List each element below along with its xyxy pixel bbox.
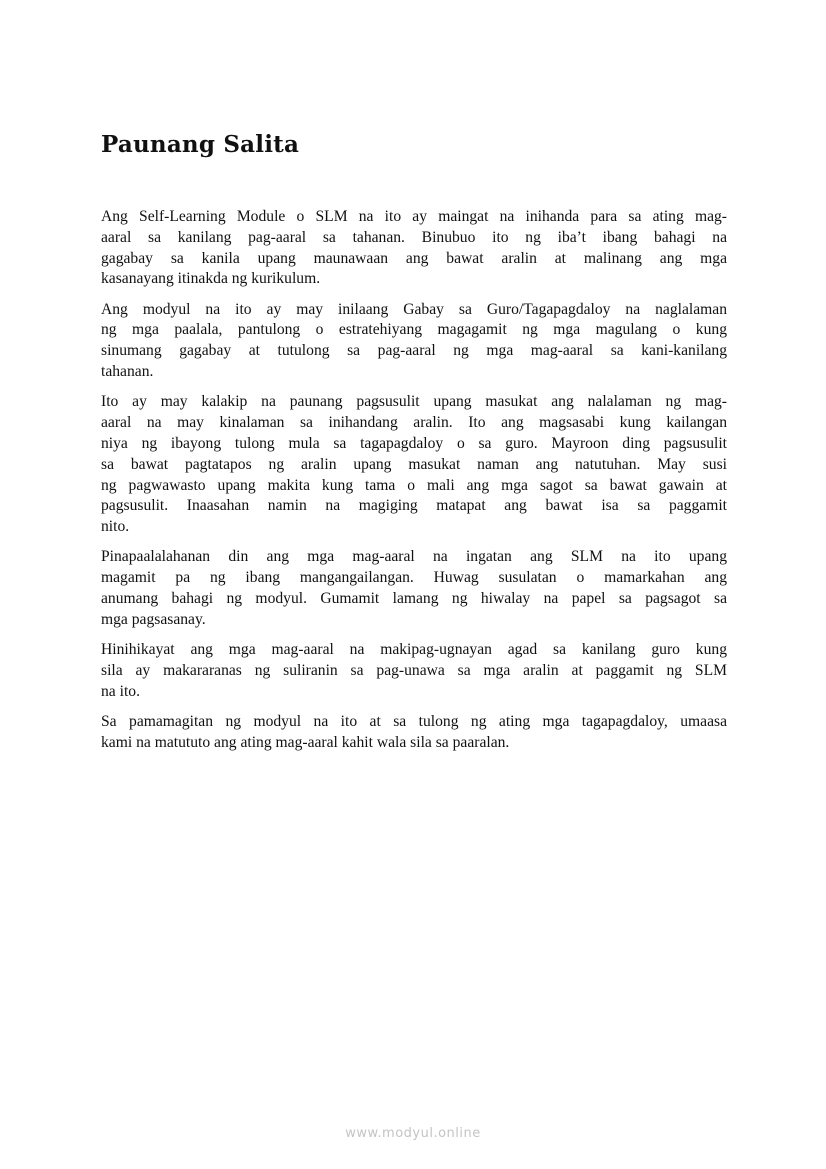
paragraph-line: nito. bbox=[101, 518, 130, 536]
paragraph bbox=[101, 547, 727, 630]
paragraph-line: Ito ay may kalakip na paunang pagsusulit upang masukat ang nalalaman ng mag- bbox=[101, 393, 727, 411]
paragraph-line: sa bawat pagtatapos ng aralin upang masukat naman ang natutuhan. May susi bbox=[101, 455, 727, 473]
paragraph-line: Sa pamamagitan ng modyul na ito at sa tulong ng ating mga tagapagdaloy, umaasa bbox=[101, 713, 727, 731]
paragraph-line: magamit pa ng ibang mangangailangan. Huwag susulatan o mamarkahan ang bbox=[101, 569, 727, 587]
paragraph-line: mga pagsasanay. bbox=[101, 610, 206, 628]
paragraph-line: na ito. bbox=[101, 682, 140, 700]
paragraph-line: pagsusulit. Inaasahan namin na magiging matapat ang bawat isa sa paggamit bbox=[101, 497, 727, 515]
paragraph bbox=[101, 300, 727, 383]
paragraph-line: Pinapaalalahanan din ang mga mag-aaral na ingatan ang SLM na ito upang bbox=[101, 548, 727, 566]
paragraph-line: Ang Self-Learning Module o SLM na ito ay maingat na inihanda para sa ating mag- bbox=[101, 208, 727, 225]
paragraph bbox=[101, 207, 727, 290]
watermark: www.modyul.online bbox=[345, 1126, 481, 1141]
paragraph-line: tahanan. bbox=[101, 363, 154, 381]
paragraph-line: kasanayang itinakda ng kurikulum. bbox=[101, 270, 321, 288]
paragraph-line: gagabay sa kanila upang maunawaan ang bawat aralin at malinang ang mga bbox=[101, 249, 727, 267]
paragraph-line: anumang bahagi ng modyul. Gumamit lamang ng hiwalay na papel sa pagsagot sa bbox=[101, 590, 727, 608]
page-title: Paunang Salita bbox=[101, 131, 300, 158]
paragraph-line: kami na matututo ang ating mag-aaral kahit wala sila sa paaralan. bbox=[101, 733, 510, 751]
paragraph-line: sinumang gagabay at tutulong sa pag-aaral ng mga mag-aaral sa kani-kanilang bbox=[101, 342, 727, 360]
paragraph-line: Hinihikayat ang mga mag-aaral na makipag-ugnayan agad sa kanilang guro kung bbox=[101, 641, 727, 659]
paragraph-line: Ang modyul na ito ay may inilaang Gabay sa Guro/Tagapagdaloy na naglalaman bbox=[101, 300, 727, 318]
paragraph-line: niya ng ibayong tulong mula sa tagapagdaloy o sa guro. Mayroon ding pagsusulit bbox=[101, 434, 727, 452]
paragraph bbox=[101, 392, 727, 538]
paragraph-line: sila ay makararanas ng suliranin sa pag-unawa sa mga aralin at paggamit ng SLM bbox=[101, 661, 727, 679]
paragraph bbox=[101, 712, 727, 754]
paragraph-line: ng mga paalala, pantulong o estratehiyang magagamit ng mga magulang o kung bbox=[101, 321, 727, 339]
paragraph bbox=[101, 640, 727, 702]
paragraph-line: ng pagwawasto upang makita kung tama o mali ang mga sagot sa bawat gawain at bbox=[101, 476, 727, 494]
document-body bbox=[101, 207, 727, 763]
paragraph-line: aaral sa kanilang pag-aaral sa tahanan. Binubuo ito ng iba’t ibang bahagi na bbox=[101, 228, 727, 246]
paragraph-line: aaral na may kinalaman sa inihandang aralin. Ito ang magsasabi kung kailangan bbox=[101, 414, 727, 432]
